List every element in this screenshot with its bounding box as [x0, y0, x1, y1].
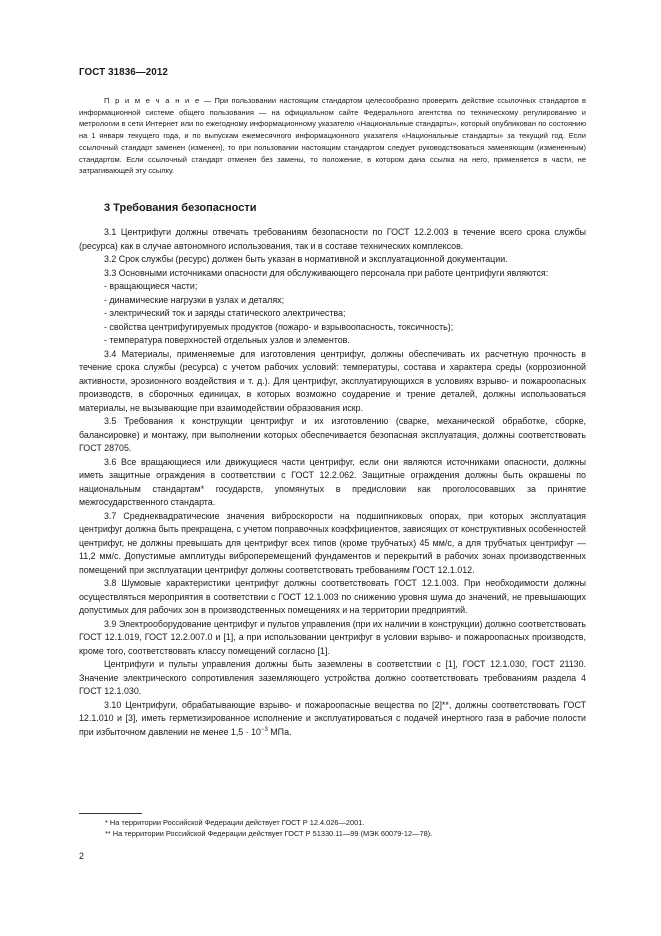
footnotes: [79, 817, 586, 840]
paragraph-3-9-continued: Центрифуги и пульты управления должны быть заземлены в соответствии с [1], ГОСТ 12.1.030, ГОСТ 21130. Значение электрического сопротивления заземляющего устройства должно соответствовать требованиям раздела 4 ГОСТ 12.1.030.: [79, 659, 586, 696]
paragraph-3-10: [79, 699, 586, 740]
list-item: - свойства центрифугируемых продуктов (пожаро- и взрывоопасность, токсичность);: [104, 321, 454, 332]
exponent: −3: [260, 726, 268, 733]
paragraph-3-9: 3.9 Электрооборудование центрифуг и пультов управления (при их наличии в конструкции) должно соответствовать ГОСТ 12.1.019, ГОСТ 12.2.007.0 и [1], а при использовании центрифуг в условии взрыво- и пожароопасных производств, кроме того, соответствовать классу помещений согласно [1].: [79, 618, 586, 656]
paragraph-3-2: 3.2 Срок службы (ресурс) должен быть указан в нормативной и эксплуатационной документации.: [104, 254, 508, 264]
paragraph-3-6: 3.6 Все вращающиеся или движущиеся части центрифуг, если они являются источниками опасности, должны иметь защитные ограждения в соответствии с ГОСТ 12.2.062. Защитные ограждения должны быть окрашены по национальным стандартам* государств, упомянутых в предисловии как проголосовавших за принятие межгосударственного стандарта.: [79, 456, 586, 507]
paragraph-3-7: 3.7 Среднеквадратические значения виброскорости на подшипниковых опорах, при которых эксплуатация центрифуг должна быть прекращена, с учетом поправочных коэффициентов, зависящих от конструктивных особенностей центрифуг, не должны превышать для центрифуг всех типов (кроме трубчатых) 45 мм/с, а для трубчатых центрифуг — 11,2 мм/с. Допустимые амплитуды виброперемещений фундаментов и перекрытий в рабочих зонах производственных помещений при эксплуатации центрифуг должны соответствовать требованиям ГОСТ 12.1.012.: [79, 510, 586, 575]
list-item: - электрический ток и заряды статического электричества;: [104, 308, 346, 318]
note-block: [79, 95, 586, 177]
document-body: [79, 226, 586, 739]
paragraph-3-10-text: 3.10 Центрифуги, обрабатывающие взрыво- и пожароопасные вещества по [2]**, должны соответствовать ГОСТ 12.1.010 и [3], иметь герметизированное исполнение и эксплуатироваться с подачей инертного газа в рабочие полости при избыточном давлении не менее 1,5 · 10: [79, 699, 586, 737]
paragraph-3-3: 3.3 Основными источниками опасности для обслуживающего персонала при работе центрифуги являются:: [104, 267, 549, 278]
paragraph-3-5: 3.5 Требования к конструкции центрифуг и их изготовлению (сварке, механической обработке, сборке, балансировке) и монтажу, при выполнении которых обеспечивается безопасная эксплуатация, должны соответствовать ГОСТ 28705.: [79, 416, 586, 453]
note-label: П р и м е ч а н и е: [104, 96, 201, 105]
paragraph-3-10-end: МПа.: [267, 726, 292, 737]
list-item: - динамические нагрузки в узлах и деталях;: [104, 294, 285, 305]
list-item: - вращающиеся части;: [104, 281, 198, 291]
section-title: 3 Требования безопасности: [104, 202, 257, 214]
paragraph-3-4: 3.4 Материалы, применяемые для изготовления центрифуг, должны обеспечивать их расчетную прочность в течение срока службы (ресурса) с учетом рабочих условий: температуры, состава и характера среды (коррозионной активности, эрозионного воздействия и т. д.). Для центрифуг, эксплуатирующихся в условиях взрыво- и пожароопасных производств, в сборочных единицах, в которых возможно соударение и трение деталей, должны использоваться материалы, не вызывающие при взаимодействии образования искр.: [79, 348, 586, 413]
footnote-1: * На территории Российской Федерации действует ГОСТ Р 12.4.026—2001.: [105, 818, 365, 827]
footnote-2: ** На территории Российской Федерации действует ГОСТ Р 51330.11—99 (МЭК 60079-12—78).: [105, 829, 433, 839]
document-header: ГОСТ 31836—2012: [79, 67, 168, 78]
note-paragraph: [79, 95, 586, 177]
note-text: — При пользовании настоящим стандартом целесообразно проверить действие ссылочных стандартов в информационной системе общего пользования — на официальном сайте Федерального агентства по техническому регулированию и метрологии в сети Интернет или по ежегодному информационному указателю «Национальные стандарты», который опубликован по состоянию на 1 января текущего года, и по выпускам ежемесячного информационного указателя «Национальные стандарты» за текущий год. Если ссылочный стандарт заменен (изменен), то при пользовании настоящим стандартом следует руководствоваться заменяющим (измененным) стандартом. Если ссылочный стандарт отменен без замены, то положение, в котором дана ссылка на него, применяется в части, не затрагивающей эту ссылку.: [79, 96, 586, 176]
list-item: - температура поверхностей отдельных узлов и элементов.: [104, 335, 350, 345]
footnote-divider: [79, 813, 142, 814]
page-number: 2: [79, 851, 84, 861]
paragraph-3-1: 3.1 Центрифуги должны отвечать требованиям безопасности по ГОСТ 12.2.003 в течение всего срока службы (ресурса) как в случае автономного использования, так и в составе технических комплексов.: [79, 227, 586, 251]
paragraph-3-8: 3.8 Шумовые характеристики центрифуг должны соответствовать ГОСТ 12.1.003. При необходимости должны осуществляться мероприятия в соответствии с ГОСТ 12.1.003 по снижению уровня шума до значений, не превышающих допустимых для рабочих зон в производственных помещениях и на территории предприятий.: [79, 578, 586, 615]
